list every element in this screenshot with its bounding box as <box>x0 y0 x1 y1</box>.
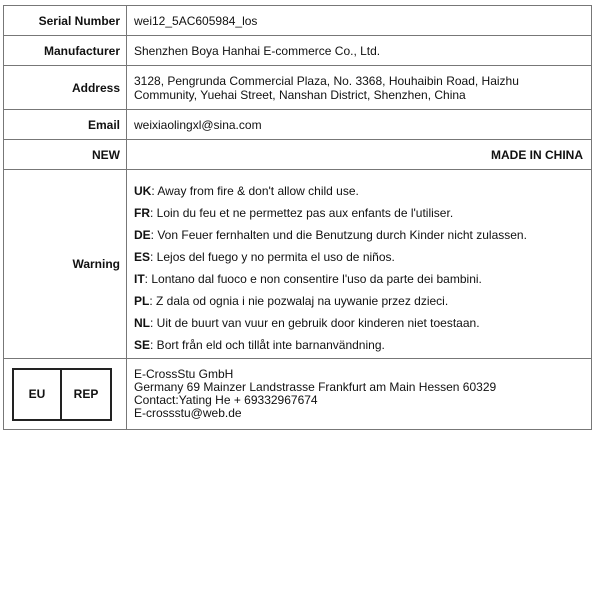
warning-row <box>4 170 592 359</box>
manufacturer-value: Shenzhen Boya Hanhai E-commerce Co., Ltd. <box>127 36 592 66</box>
warning-text: : Z dala od ognia i nie pozwalaj na uywanie przez dzieci. <box>149 293 449 308</box>
manufacturer-label: Manufacturer <box>4 36 127 66</box>
warning-text: : Loin du feu et ne permettez pas aux enfants de l'utiliser. <box>150 205 454 220</box>
warning-label: Warning <box>4 170 127 359</box>
warning-item-uk <box>134 184 583 198</box>
condition-label: NEW <box>4 140 127 170</box>
warning-code: DE <box>134 227 151 242</box>
serial-number-row <box>4 6 592 36</box>
eu-rep-company: E-CrossStu GmbH <box>134 367 234 381</box>
address-row <box>4 66 592 110</box>
warning-text: : Lejos del fuego y no permita el uso de niños. <box>150 249 395 264</box>
warning-cell <box>127 170 592 359</box>
eu-symbol-label: EU <box>12 368 62 421</box>
eu-rep-details <box>127 359 592 430</box>
warning-item-fr <box>134 206 583 220</box>
condition-row <box>4 140 592 170</box>
eu-rep-row <box>4 359 592 430</box>
warning-item-de <box>134 228 583 242</box>
warning-item-it <box>134 272 583 286</box>
warning-code: SE <box>134 337 151 352</box>
eu-rep-symbol-cell <box>4 359 127 430</box>
email-label: Email <box>4 110 127 140</box>
warning-text: : Lontano dal fuoco e non consentire l'uso da parte dei bambini. <box>144 271 482 286</box>
warning-code: NL <box>134 315 150 330</box>
serial-number-value: wei12_5AC605984_los <box>127 6 592 36</box>
warning-code: IT <box>134 271 145 286</box>
eu-rep-email: E-crossstu@web.de <box>134 406 242 420</box>
address-label: Address <box>4 66 127 110</box>
warning-code: UK <box>134 183 152 198</box>
eu-rep-contact: Contact:Yating He + 69332967674 <box>134 393 318 407</box>
warning-code: FR <box>134 205 150 220</box>
email-value: weixiaolingxl@sina.com <box>127 110 592 140</box>
warning-text: : Away from fire & don't allow child use. <box>151 183 359 198</box>
warning-item-nl <box>134 316 583 330</box>
warning-text: : Von Feuer fernhalten und die Benutzung durch Kinder nicht zulassen. <box>150 227 527 242</box>
warning-code: ES <box>134 249 151 264</box>
warning-text: : Bort från eld och tillåt inte barnanvändning. <box>150 337 385 352</box>
rep-symbol-label: REP <box>62 368 112 421</box>
warning-text: : Uit de buurt van vuur en gebruik door kinderen niet toestaan. <box>150 315 480 330</box>
warning-item-es <box>134 250 583 264</box>
warning-item-pl <box>134 294 583 308</box>
eu-rep-address: Germany 69 Mainzer Landstrasse Frankfurt am Main Hessen 60329 <box>134 380 497 394</box>
warning-list <box>134 177 583 352</box>
warning-item-se <box>134 338 583 352</box>
address-value: 3128, Pengrunda Commercial Plaza, No. 3368, Houhaibin Road, Haizhu Community, Yuehai Street, Nanshan District, Shenzhen, China <box>127 66 592 110</box>
email-row <box>4 110 592 140</box>
product-label-table <box>3 5 592 430</box>
serial-number-label: Serial Number <box>4 6 127 36</box>
manufacturer-row <box>4 36 592 66</box>
warning-code: PL <box>134 293 150 308</box>
origin-value: MADE IN CHINA <box>127 140 592 170</box>
eu-rep-symbol <box>12 368 126 421</box>
eu-rep-lines <box>134 368 583 420</box>
